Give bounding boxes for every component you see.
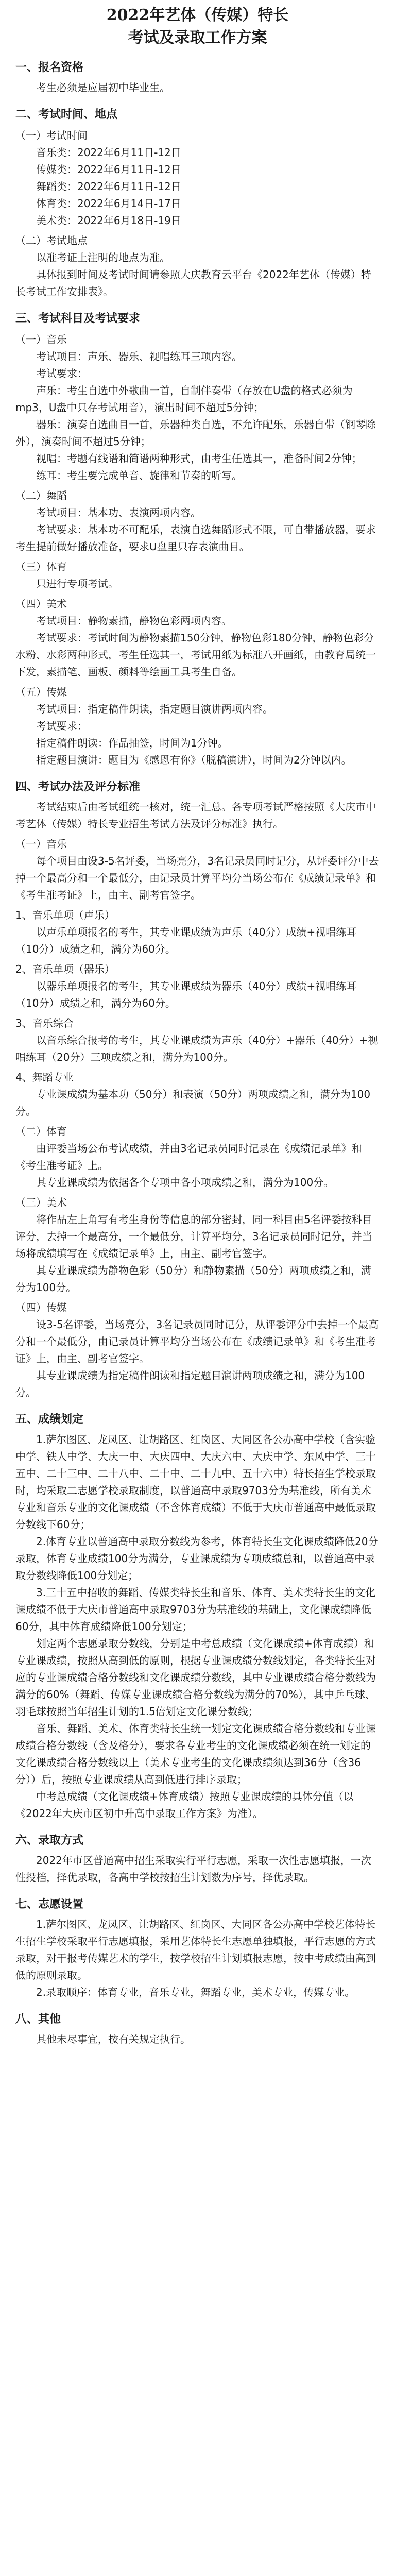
subsection-heading: 1、音乐单项（声乐） [15, 909, 115, 921]
paragraph: 1.萨尔图区、龙凤区、让胡路区、红岗区、大同区各公办高中学校艺体特长生招生学校采取平行志愿填报，采用艺体特长生志愿单独填报，平行志愿的方式录取，对于报考传媒艺术的学生，按学校招生计划填报志愿，按中考成绩由高到低的原则录取。 [15, 1918, 376, 1981]
paragraph: 指定题目演讲：题目为《感恩有你》（脱稿演讲），时间为2分钟以内。 [36, 754, 352, 766]
section-heading: 二、考试时间、地点 [15, 108, 118, 121]
paragraph: 中考总成绩（文化课成绩+体育成绩）按照专业课成绩的具体分值（以《2022年大庆市区初中升高中录取工作方案》为准）。 [15, 1790, 354, 1820]
subsection-heading: （三）体育 [15, 561, 67, 573]
schedule-item: 传媒类：2022年6月11日-12日 [36, 163, 181, 176]
paragraph: 考试项目：静物素描，静物色彩两项内容。 [36, 615, 232, 627]
paragraph: 以声乐单项报名的考生，其专业课成绩为声乐（40分）成绩+视唱练耳（10分）成绩之和，满分为60分。 [15, 926, 357, 955]
paragraph: 2.体育专业以普通高中录取分数线为参考，体育特长生文化课成绩降低20分录取，体育专业成绩100分为满分，专业课成绩为专项成绩总和，以普通高中录取分数线降低100分划定； [15, 1535, 379, 1582]
paragraph: 只进行专项考试。 [36, 578, 118, 590]
paragraph: 其专业课成绩为依据各个专项中各小项成绩之和，满分为100分。 [36, 1176, 334, 1189]
paragraph: 其专业课成绩为指定稿件朗读和指定题目演讲两项成绩之和，满分为100分。 [15, 1369, 365, 1399]
subsection-heading: （二）体育 [15, 1125, 67, 1138]
paragraph: 考试项目：声乐、器乐、视唱练耳三项内容。 [36, 350, 242, 363]
paragraph: 指定稿件朗读：作品抽签，时间为1分钟。 [36, 737, 228, 749]
paragraph: 将作品左上角写有考生身份等信息的部分密封，同一科目由5名评委按科目评分，去掉一个最高分，一个最低分，计算平均分，3名记录员同时记分，并当场将成绩填写在《成绩记录单》上，由主、副考官签字。 [15, 1213, 372, 1260]
section-heading: 六、录取方式 [15, 1834, 84, 1847]
paragraph: 考试结束后由考试组统一核对，统一汇总。各专项考试严格按照《大庆市中考艺体（传媒）特长专业招生考试方法及评分标准》执行。 [15, 801, 376, 830]
section-heading: 一、报名资格 [15, 61, 84, 74]
subsection-heading: （一）音乐 [15, 838, 67, 850]
subsection-heading: （一）考试时间 [15, 129, 88, 142]
subsection-heading: （四）美术 [15, 598, 67, 610]
subsection-heading: 2、音乐单项（器乐） [15, 963, 115, 975]
paragraph: 视唱：考题有线谱和简谱两种形式，由考生任选其一，准备时间2分钟； [36, 452, 362, 465]
paragraph: 具体报到时间及考试时间请参照大庆教育云平台《2022年艺体（传媒）特长考试工作安排表》。 [15, 268, 371, 298]
section-heading: 七、志愿设置 [15, 1898, 84, 1911]
schedule-item: 舞蹈类：2022年6月11日-12日 [36, 180, 181, 193]
section-heading: 八、其他 [15, 2013, 61, 2026]
paragraph: 划定两个志愿录取分数线，分别是中考总成绩（文化课成绩+体育成绩）和专业课成绩，按照从高到低的原则，根据专业课成绩分数线划定，各类特长生对应的专业课成绩合格分数线和文化课成绩分数线，其中专业课成绩合格分数线为满分的60%（舞蹈、传媒专业课成绩合格分数线为满分的70%），其中乒乓球、羽毛球按照当年招生计划的1.5倍划定文化课分数线； [15, 1637, 376, 1718]
paragraph: 2022年市区普通高中招生采取实行平行志愿，采取一次性志愿填报，一次性投档，择优录取，各高中学校按招生计划数为序号，择优录取。 [15, 1854, 371, 1884]
subsection-heading: （四）传媒 [15, 1301, 67, 1314]
subsection-heading: 4、舞蹈专业 [15, 1071, 74, 1083]
section-heading: 三、考试科目及考试要求 [15, 312, 141, 325]
paragraph: 以准考证上注明的地点为准。 [36, 251, 170, 264]
paragraph: 每个项目由设3-5名评委，当场亮分，3名记录员同时记分，从评委评分中去掉一个最高分和一个最低分，由记录员计算平均分当场公布在《成绩记录单》和《考生准考证》上，由主、副考官签字。 [15, 855, 379, 901]
paragraph: 考试要求： [36, 720, 88, 732]
paragraph: 由评委当场公布考试成绩，并由3名记录员同时记录在《成绩记录单》和《考生准考证》上。 [15, 1142, 362, 1172]
subsection-heading: （三）美术 [15, 1196, 67, 1209]
doc-title: 2022年艺体（传媒）特长 [106, 6, 289, 24]
paragraph: 以音乐综合报考的考生，其专业课成绩为声乐（40分）+器乐（40分）+视唱练耳（20分）三项成绩之和，满分为100分。 [15, 1034, 379, 1063]
paragraph: 2.录取顺序：体育专业，音乐专业，舞蹈专业，美术专业，传媒专业。 [36, 1986, 355, 1998]
paragraph: 考生必须是应届初中毕业生。 [36, 81, 170, 94]
paragraph: 其专业课成绩为静物色彩（50分）和静物素描（50分）两项成绩之和，满分为100分。 [15, 1264, 371, 1294]
doc-subtitle: 考试及录取工作方案 [128, 29, 267, 47]
section-heading: 四、考试办法及评分标准 [15, 781, 141, 793]
subsection-heading: 3、音乐综合 [15, 1017, 74, 1029]
paragraph: 专业课成绩为基本功（50分）和表演（50分）两项成绩之和，满分为100分。 [15, 1088, 371, 1117]
paragraph: 1.萨尔图区、龙凤区、让胡路区、红岗区、大同区各公办高中学校（含实验中学、铁人中学、大庆一中、大庆四中、大庆六中、大庆中学、东风中学、三十五中、二十三中、二十八中、二十中、二十九中、五十六中）特长招生学校录取时，均采取二志愿学校录取制度，以普通高中录取9703分为基准线，所有美术专业和音乐专业的文化课成绩（不含体育成绩）不低于大庆市普通高中最低录取分数线下60分； [15, 1433, 376, 1531]
paragraph: 考试要求：基本功不可配乐，表演自选舞蹈形式不限，可自带播放器，要求考生提前做好播放准备，要求U盘里只存表演曲目。 [15, 523, 376, 553]
paragraph: 音乐、舞蹈、美术、体育类特长生统一划定文化课成绩合格分数线和专业课成绩合格分数线（含及格分），要求各专业考生的文化课成绩必须在统一划定的文化课成绩合格分数线以上（美术专业考生的文化课成绩须达到36分（含36分））后，按照专业课成绩从高到低进行排序录取； [15, 1722, 376, 1786]
subsection-heading: （二）考试地点 [15, 234, 88, 247]
paragraph: 器乐：演奏自选曲目一首，乐器种类自选，不允许配乐，乐器自带（钢琴除外），演奏时间不超过5分钟； [15, 418, 376, 448]
section-heading: 五、成绩划定 [15, 1413, 84, 1426]
paragraph: 练耳：考生要完成单音、旋律和节奏的听写。 [36, 469, 242, 482]
subsection-heading: （一）音乐 [15, 333, 67, 346]
schedule-item: 美术类：2022年6月18日-19日 [36, 214, 181, 227]
paragraph: 其他未尽事宜，按有关规定执行。 [36, 2033, 191, 2045]
paragraph: 声乐：考生自选中外歌曲一首，自制伴奏带（存放在U盘的格式必须为mp3，U盘中只存考试用音），演出时间不超过5分钟； [15, 384, 353, 414]
paragraph: 考试要求： [36, 367, 88, 380]
subsection-heading: （二）舞蹈 [15, 489, 67, 502]
paragraph: 以器乐单项报名的考生，其专业课成绩为器乐（40分）成绩+视唱练耳（10分）成绩之和，满分为60分。 [15, 980, 357, 1009]
subsection-heading: （五）传媒 [15, 686, 67, 698]
schedule-item: 音乐类：2022年6月11日-12日 [36, 146, 181, 159]
paragraph: 考试项目：基本功、表演两项内容。 [36, 506, 201, 519]
paragraph: 考试项目：指定稿件朗读，指定题目演讲两项内容。 [36, 703, 273, 715]
schedule-item: 体育类：2022年6月14日-17日 [36, 197, 181, 210]
paragraph: 3.三十五中招收的舞蹈、传媒类特长生和音乐、体育、美术类特长生的文化课成绩不低于大庆市普通高中录取9703分为基准线的基础上，文化课成绩降低60分，其中体育成绩降低100分划定； [15, 1586, 376, 1633]
paragraph: 考试要求：考试时间为静物素描150分钟，静物色彩180分钟，静物色彩分水粉、水彩两种形式，考生任选其一，考试用纸为标准八开画纸，由教育局统一下发，素描笔、画板、颜料等绘画工具考生自备。 [15, 632, 376, 678]
paragraph: 设3-5名评委，当场亮分，3名记录员同时记分，从评委评分中去掉一个最高分和一个最低分，由记录员计算平均分当场公布在《成绩记录单》和《考生准考证》上，由主、副考官签字。 [15, 1318, 379, 1365]
